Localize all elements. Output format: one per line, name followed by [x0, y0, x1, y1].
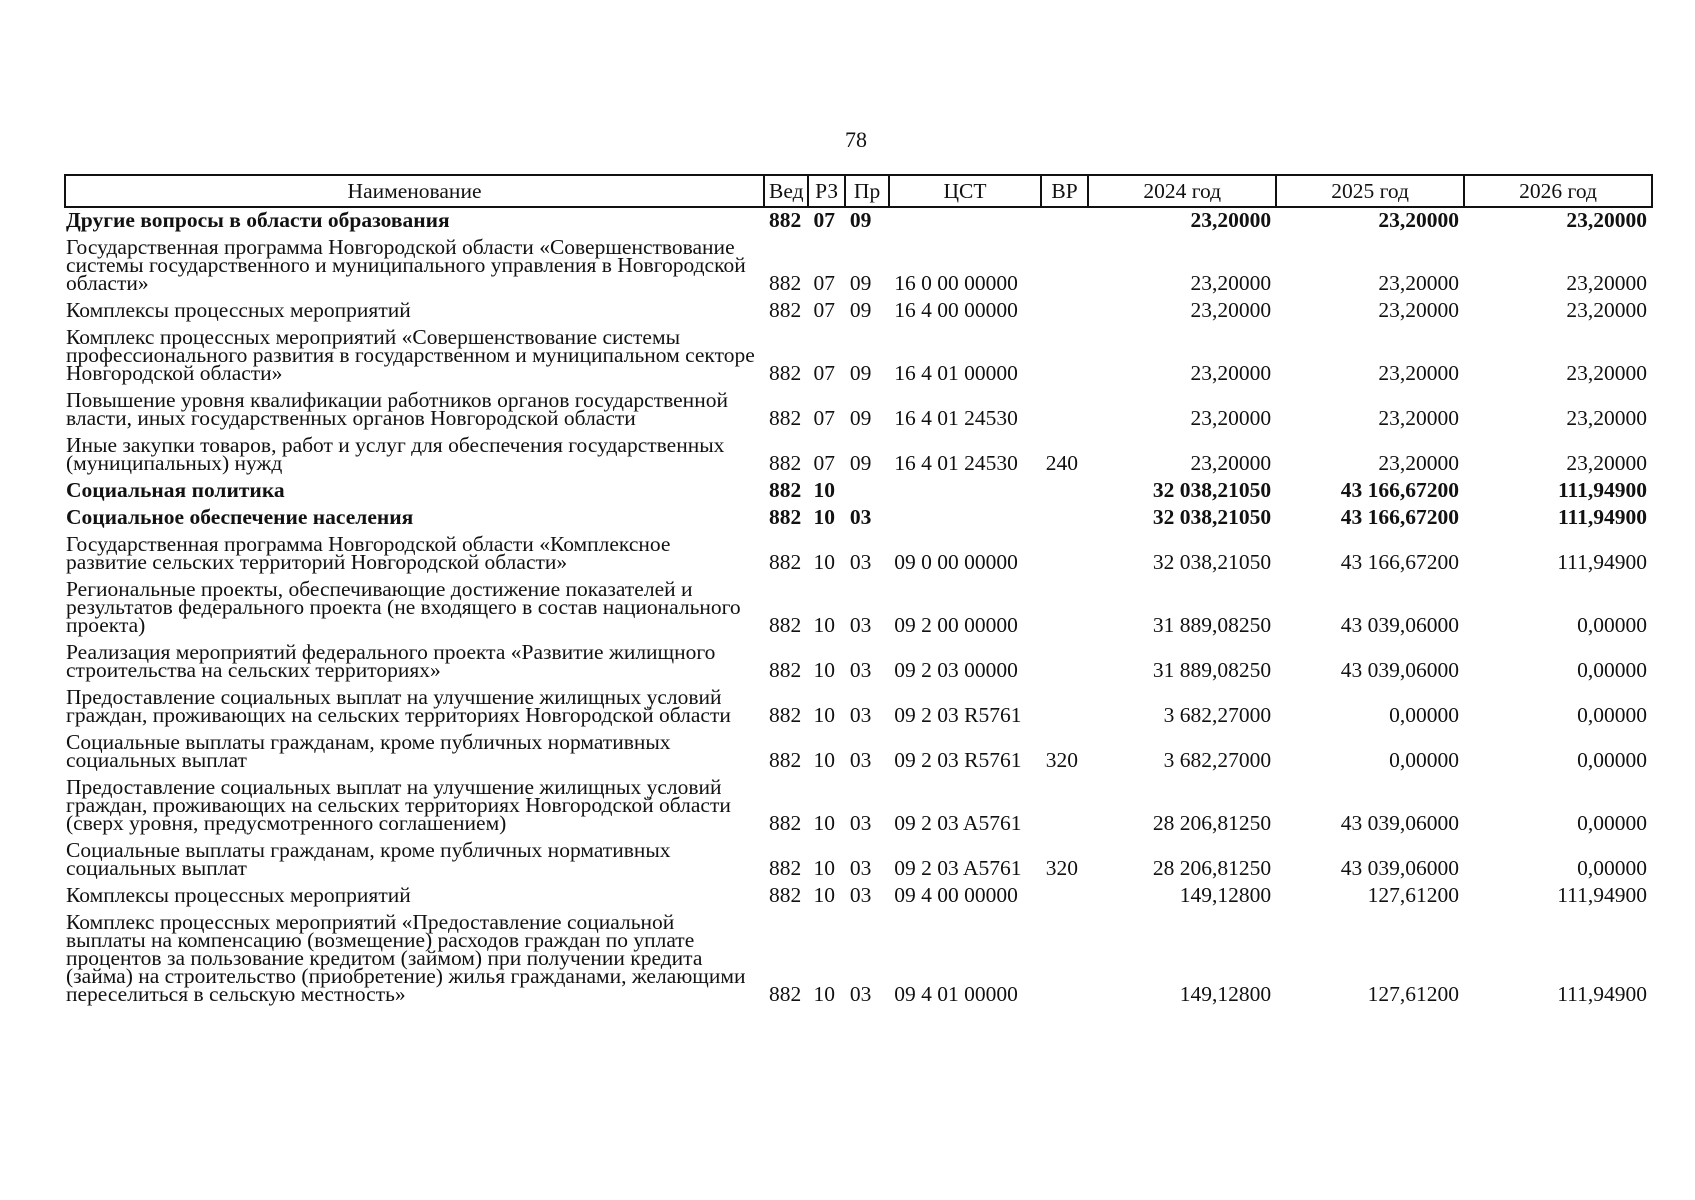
- cell-rz: 07: [813, 208, 835, 232]
- cell-pr: 03: [849, 856, 872, 880]
- cell-vr: [1041, 640, 1088, 685]
- cell-vr: [1041, 532, 1088, 577]
- cell-2025: 23,20000: [1378, 406, 1460, 430]
- cell-vr: [1041, 207, 1088, 235]
- cell-ved: 882: [769, 982, 802, 1006]
- header-2025: 2025 год: [1276, 175, 1464, 207]
- cell-vr: [1041, 883, 1088, 910]
- cell-rz: 10: [813, 856, 835, 880]
- cell-name: Предоставление социальных выплат на улучшение жилищных условий граждан, проживающих на сельских территориях Новгородской области: [66, 685, 731, 727]
- cell-2025: 23,20000: [1378, 271, 1460, 295]
- table-row: [65, 883, 1652, 910]
- cell-2024: 23,20000: [1190, 361, 1272, 385]
- cell-rz: 10: [813, 748, 835, 772]
- cell-vr: [1041, 478, 1088, 505]
- cell-cst: [889, 478, 1041, 505]
- cell-name: Другие вопросы в области образования: [66, 208, 450, 232]
- cell-2026: 23,20000: [1566, 208, 1647, 232]
- table-row: [65, 207, 1652, 235]
- cell-vr: 320: [1045, 748, 1079, 772]
- cell-cst: 16 4 01 00000: [894, 361, 1018, 385]
- cell-2024: 28 206,81250: [1152, 811, 1272, 835]
- cell-vr: [1041, 685, 1088, 730]
- cell-2026: 23,20000: [1566, 298, 1647, 322]
- cell-cst: 09 4 01 00000: [894, 982, 1018, 1006]
- cell-pr: 09: [849, 271, 872, 295]
- cell-2024: 32 038,21050: [1152, 550, 1272, 574]
- cell-pr: 03: [849, 613, 872, 637]
- page-number: 78: [845, 127, 867, 152]
- cell-name: Региональные проекты, обеспечивающие достижение показателей и результатов федерального проекта (не входящего в состав национального проекта): [66, 577, 741, 637]
- table-row: [65, 685, 1652, 730]
- cell-2026: 0,00000: [1577, 748, 1647, 772]
- cell-2026: 0,00000: [1577, 658, 1647, 682]
- cell-2026: 23,20000: [1566, 271, 1647, 295]
- cell-rz: 10: [813, 478, 835, 502]
- header-pr: Пр: [845, 175, 889, 207]
- cell-rz: 10: [813, 658, 835, 682]
- table-row: [65, 298, 1652, 325]
- cell-2024: 23,20000: [1190, 298, 1272, 322]
- cell-vr: [1041, 388, 1088, 433]
- cell-cst: 09 0 00 00000: [894, 550, 1018, 574]
- table-row: [65, 505, 1652, 532]
- table-row: [65, 838, 1652, 883]
- cell-2024: 32 038,21050: [1152, 505, 1272, 529]
- cell-vr: [1041, 577, 1088, 640]
- cell-rz: 10: [813, 703, 835, 727]
- header-name: Наименование: [65, 175, 764, 207]
- cell-name: Повышение уровня квалификации работников органов государственной власти, иных государственных органов Новгородской области: [66, 388, 728, 430]
- header-rz: РЗ: [808, 175, 844, 207]
- cell-rz: 10: [813, 613, 835, 637]
- cell-pr: 03: [849, 703, 872, 727]
- cell-vr: [1041, 910, 1088, 1009]
- table-row: [65, 532, 1652, 577]
- cell-name: Государственная программа Новгородской области «Совершенствование системы государственного и муниципального управления в Новгородской области»: [66, 235, 746, 295]
- cell-2024: 32 038,21050: [1152, 478, 1272, 502]
- cell-ved: 882: [769, 298, 802, 322]
- cell-cst: 16 4 01 24530: [894, 406, 1018, 430]
- cell-ved: 882: [769, 361, 802, 385]
- cell-name: Социальная политика: [66, 478, 285, 502]
- cell-vr: [1041, 505, 1088, 532]
- cell-name: Комплекс процессных мероприятий «Предоставление социальной выплаты на компенсацию (возмещение) расходов граждан по уплате процентов за пользование кредитом (займом) при получении кредита (займа) на строительство (приобретение) жилья гражданами, желающими переселиться в сельскую местность»: [66, 910, 746, 1006]
- cell-vr: 240: [1045, 451, 1079, 475]
- header-2026: 2026 год: [1464, 175, 1652, 207]
- cell-pr: 09: [849, 406, 872, 430]
- cell-vr: [1041, 775, 1088, 838]
- header-cst: ЦСТ: [889, 175, 1041, 207]
- cell-2026: 0,00000: [1577, 703, 1647, 727]
- cell-ved: 882: [769, 505, 802, 529]
- cell-2025: 127,61200: [1367, 883, 1460, 907]
- cell-2026: 111,94900: [1557, 982, 1647, 1006]
- cell-ved: 882: [769, 748, 802, 772]
- cell-pr: 03: [849, 658, 872, 682]
- table-row: [65, 433, 1652, 478]
- cell-2025: 23,20000: [1378, 298, 1460, 322]
- cell-2026: 111,94900: [1557, 550, 1647, 574]
- budget-table: [64, 174, 1653, 1009]
- cell-cst: 09 4 00 00000: [894, 883, 1018, 907]
- cell-rz: 07: [813, 451, 835, 475]
- cell-2024: 23,20000: [1190, 406, 1272, 430]
- cell-vr: [1041, 235, 1088, 298]
- cell-ved: 882: [769, 271, 802, 295]
- header-ved: Вед: [764, 175, 808, 207]
- cell-2025: 43 166,67200: [1340, 505, 1460, 529]
- cell-cst: 16 4 01 24530: [894, 451, 1018, 475]
- cell-pr: 03: [849, 550, 872, 574]
- cell-name: Комплексы процессных мероприятий: [66, 883, 411, 907]
- cell-vr: [1041, 325, 1088, 388]
- cell-ved: 882: [769, 703, 802, 727]
- cell-name: Предоставление социальных выплат на улучшение жилищных условий граждан, проживающих на сельских территориях Новгородской области (сверх уровня, предусмотренного соглашением): [66, 775, 731, 835]
- cell-2026: 23,20000: [1566, 406, 1647, 430]
- cell-2024: 23,20000: [1190, 208, 1272, 232]
- cell-ved: 882: [769, 658, 802, 682]
- table-row: [65, 640, 1652, 685]
- cell-2025: 43 166,67200: [1340, 478, 1460, 502]
- cell-2024: 3 682,27000: [1163, 748, 1272, 772]
- cell-2025: 23,20000: [1378, 361, 1460, 385]
- cell-rz: 07: [813, 361, 835, 385]
- cell-2025: 127,61200: [1367, 982, 1460, 1006]
- table-row: [65, 325, 1652, 388]
- cell-cst: [889, 505, 1041, 532]
- cell-cst: 09 2 00 00000: [894, 613, 1018, 637]
- cell-pr: 09: [849, 451, 872, 475]
- table-row: [65, 388, 1652, 433]
- cell-pr: 09: [849, 298, 872, 322]
- cell-name: Социальное обеспечение населения: [66, 505, 414, 529]
- cell-cst: 09 2 03 R5761: [894, 703, 1022, 727]
- cell-2025: 0,00000: [1389, 703, 1460, 727]
- cell-2025: 23,20000: [1378, 208, 1460, 232]
- table-row: [65, 775, 1652, 838]
- cell-2024: 28 206,81250: [1152, 856, 1272, 880]
- cell-pr: 03: [849, 811, 872, 835]
- cell-2026: 23,20000: [1566, 451, 1647, 475]
- cell-2026: 111,94900: [1557, 478, 1647, 502]
- cell-rz: 07: [813, 271, 835, 295]
- cell-ved: 882: [769, 478, 802, 502]
- cell-2026: 23,20000: [1566, 361, 1647, 385]
- cell-ved: 882: [769, 451, 802, 475]
- table-row: [65, 235, 1652, 298]
- table-row: [65, 478, 1652, 505]
- cell-2026: 0,00000: [1577, 811, 1647, 835]
- cell-rz: 10: [813, 811, 835, 835]
- cell-name: Комплексы процессных мероприятий: [66, 298, 411, 322]
- cell-rz: 10: [813, 883, 835, 907]
- cell-2024: 23,20000: [1190, 451, 1272, 475]
- header-2024: 2024 год: [1088, 175, 1276, 207]
- cell-2024: 23,20000: [1190, 271, 1272, 295]
- cell-name: Государственная программа Новгородской области «Комплексное развитие сельских территорий Новгородской области»: [66, 532, 671, 574]
- cell-rz: 07: [813, 298, 835, 322]
- cell-cst: 16 4 00 00000: [894, 298, 1018, 322]
- cell-2025: 43 039,06000: [1340, 856, 1460, 880]
- cell-pr: 03: [849, 748, 872, 772]
- cell-ved: 882: [769, 550, 802, 574]
- cell-2026: 111,94900: [1557, 505, 1647, 529]
- cell-cst: 09 2 03 A5761: [894, 856, 1022, 880]
- header-vr: ВР: [1041, 175, 1088, 207]
- cell-ved: 882: [769, 856, 802, 880]
- cell-2025: 43 039,06000: [1340, 613, 1460, 637]
- cell-rz: 10: [813, 982, 835, 1006]
- cell-ved: 882: [769, 811, 802, 835]
- cell-2025: 43 166,67200: [1340, 550, 1460, 574]
- cell-name: Иные закупки товаров, работ и услуг для обеспечения государственных (муниципальных) нужд: [66, 433, 725, 475]
- cell-pr: 09: [849, 361, 872, 385]
- cell-rz: 07: [813, 406, 835, 430]
- cell-ved: 882: [769, 883, 802, 907]
- table-row: [65, 730, 1652, 775]
- cell-2026: 0,00000: [1577, 856, 1647, 880]
- cell-2024: 31 889,08250: [1152, 613, 1272, 637]
- cell-2025: 23,20000: [1378, 451, 1460, 475]
- cell-ved: 882: [769, 406, 802, 430]
- table-row: [65, 577, 1652, 640]
- table-body: [65, 207, 1652, 1009]
- cell-vr: [1041, 298, 1088, 325]
- cell-ved: 882: [769, 208, 802, 232]
- cell-ved: 882: [769, 613, 802, 637]
- cell-2026: 0,00000: [1577, 613, 1647, 637]
- cell-rz: 10: [813, 505, 835, 529]
- cell-2024: 31 889,08250: [1152, 658, 1272, 682]
- cell-cst: 09 2 03 00000: [894, 658, 1018, 682]
- cell-cst: [889, 207, 1041, 235]
- cell-cst: 09 2 03 R5761: [894, 748, 1022, 772]
- table-header: [65, 175, 1652, 207]
- cell-name: Социальные выплаты гражданам, кроме публичных нормативных социальных выплат: [66, 838, 671, 880]
- cell-name: Комплекс процессных мероприятий «Совершенствование системы профессионального развития в государственном и муниципальном секторе Новгородской области»: [66, 325, 755, 385]
- cell-2024: 149,12800: [1179, 982, 1272, 1006]
- cell-2026: 111,94900: [1557, 883, 1647, 907]
- cell-name: Реализация мероприятий федерального проекта «Развитие жилищного строительства на сельских территориях»: [66, 640, 716, 682]
- cell-name: Социальные выплаты гражданам, кроме публичных нормативных социальных выплат: [66, 730, 671, 772]
- cell-pr: 03: [849, 883, 872, 907]
- cell-cst: 09 2 03 A5761: [894, 811, 1022, 835]
- cell-pr: 03: [849, 505, 872, 529]
- cell-2025: 0,00000: [1389, 748, 1460, 772]
- cell-2025: 43 039,06000: [1340, 658, 1460, 682]
- cell-pr: 09: [849, 208, 872, 232]
- cell-2024: 149,12800: [1179, 883, 1272, 907]
- cell-vr: 320: [1045, 856, 1079, 880]
- cell-2025: 43 039,06000: [1340, 811, 1460, 835]
- cell-pr: 03: [849, 982, 872, 1006]
- table-row: [65, 910, 1652, 1009]
- cell-2024: 3 682,27000: [1163, 703, 1272, 727]
- cell-pr: [845, 478, 889, 505]
- cell-rz: 10: [813, 550, 835, 574]
- cell-cst: 16 0 00 00000: [894, 271, 1018, 295]
